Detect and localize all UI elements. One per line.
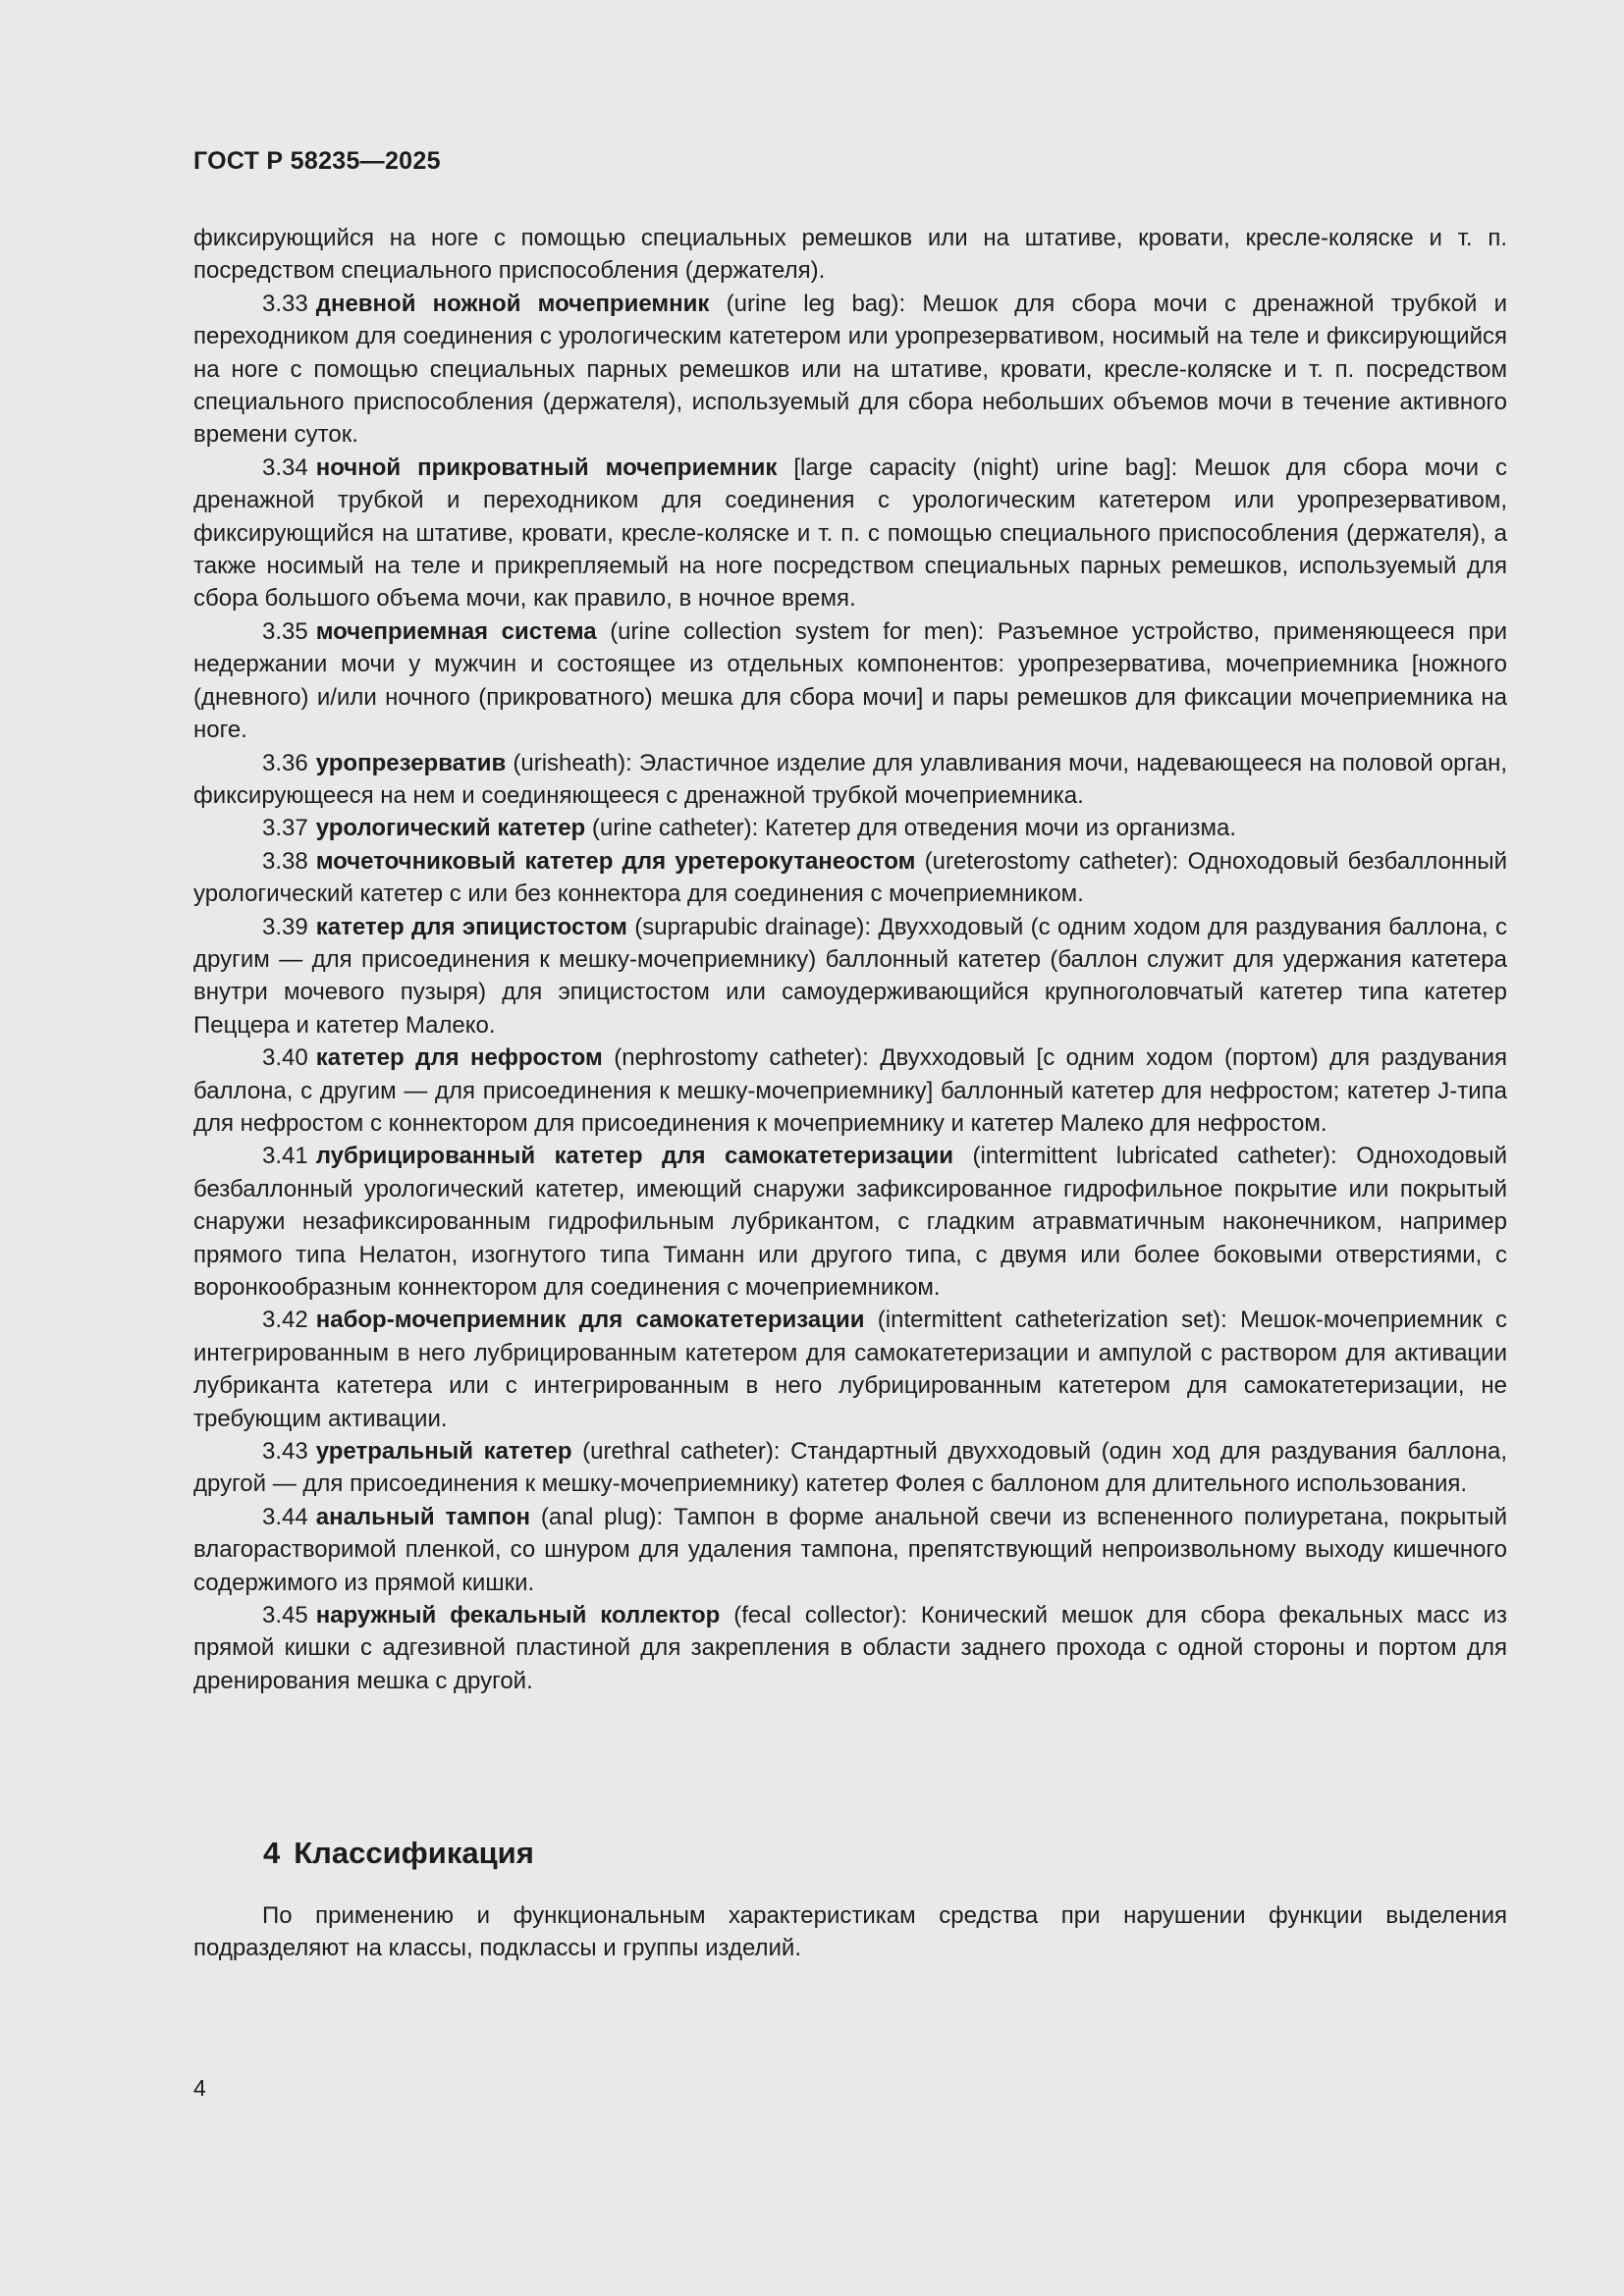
definition-term: дневной ножной мочеприемник [315,290,710,317]
definitions-body [193,222,1507,1697]
definition-text: Мешок для сбора мочи с дренажной трубкой и переходником для соединения с урологическим катетером или уропрезервативом, носимый на теле и фиксирующийся на ноге с помощью специальных парных ремешков или на штативе, кровати, кресле-коляске и т. п. посредством специального приспособления (держателя), используемый для сбора небольших объемов мочи в течение активного времени суток. [193,290,1507,449]
definition-term: анальный тампон [315,1503,531,1530]
document-header: ГОСТ Р 58235—2025 [193,147,441,175]
definition-text: Разъемное устройство, применяющееся при недержании мочи у мужчин и состоящее из отдельных компонентов: уропрезерватива, мочеприемника [ножного (дневного) и/или ночного (прикроватного) мешка для сбора мочи] и пары ремешков для фиксации мочеприемника на ноге. [193,617,1508,744]
definition-3-35 [193,615,1507,747]
definition-english: (intermittent catheterization set): [877,1307,1227,1334]
section-title: Классификация [294,1836,534,1870]
definition-3-41 [193,1140,1507,1304]
definition-number: 3.36 [262,749,308,776]
definition-number: 3.38 [262,847,308,875]
definition-3-34 [193,452,1507,615]
definition-3-33 [193,288,1507,452]
definition-text: Конический мешок для сбора фекальных масс из прямой кишки с адгезивной пластиной для закрепления в области заднего прохода с одной стороны и портом для дренирования мешка с другой. [193,1602,1507,1694]
definition-english: (ureterostomy catheter): [924,847,1179,875]
definition-text: Двухходовый (с одним ходом для раздувания баллона, с другим — для присоединения к мешку-мочеприемнику) баллонный катетер (баллон служит для удержания катетера внутри мочевого пузыря) для эпицистостом или самоудерживающийся крупноголовчатый катетер типа катетер Пеццера и катетер Малеко. [193,913,1508,1039]
definition-term: наружный фекальный коллектор [315,1602,721,1629]
definition-english: (intermittent lubricated catheter): [972,1143,1337,1170]
definition-english: (urine catheter): [591,815,759,842]
definition-3-38 [193,845,1507,911]
definition-number: 3.42 [262,1307,308,1334]
definition-text: Одноходовый безбаллонный урологический катетер, имеющий снаружи зафиксированное гидрофильное покрытие или покрытый снаружи незафиксированным гидрофильным лубрикантом, с гладким атравматичным наконечником, например прямого типа Нелатон, изогнутого типа Тиманн или другого типа, с двумя или более боковыми отверстиями, с воронкообразным коннектором для соединения с мочеприемником. [193,1143,1508,1301]
definition-english: (nephrostomy catheter): [614,1044,869,1072]
definition-number: 3.35 [262,617,308,645]
definition-english: (urine leg bag): [726,290,906,317]
definition-text: Тампон в форме анальной свечи из вспененного полиуретана, покрытый влагорастворимой пленкой, со шнуром для удаления тампона, препятствующий непроизвольному выходу кишечного содержимого из прямой кишки. [193,1503,1508,1596]
definition-3-36 [193,747,1507,813]
definition-english: (urine collection system for men): [610,617,985,645]
definition-number: 3.37 [262,815,308,842]
definition-text: Двухходовый [с одним ходом (портом) для раздувания баллона, с другим — для присоединения к мешку-мочеприемнику] баллонный катетер для нефростом; катетер J-типа для нефростом с коннектором для присоединения к мочеприемнику и катетер Малеко для нефростом. [193,1044,1507,1137]
definition-number: 3.34 [262,454,308,481]
section-number: 4 [263,1836,281,1870]
definition-number: 3.39 [262,913,308,940]
definition-number: 3.40 [262,1044,308,1072]
continuation-paragraph: фиксирующийся на ноге с помощью специальных ремешков или на штативе, кровати, кресле-коляске и т. п. посредством специального приспособления (держателя). [193,225,1507,285]
definition-text: Мешок для сбора мочи с дренажной трубкой и переходником для соединения с урологическим катетером или уропрезервативом, фиксирующийся на штативе, кровати, кресле-коляске и т. п. с помощью специального приспособления (держателя), а также носимый на теле и прикрепляемый на ноге посредством специальных парных ремешков, используемый для сбора большого объема мочи, как правило, в ночное время. [193,454,1507,613]
definition-english: (fecal collector): [733,1602,907,1629]
definition-term: уретральный катетер [315,1438,572,1466]
definition-number: 3.44 [262,1503,308,1530]
definition-text: Мешок-мочеприемник с интегрированным в него лубрицированным катетером для самокатетеризации и ампулой с раствором для активации лубриканта катетера или с интегрированным в него лубрицированным катетером для самокатетеризации, не требующим активации. [193,1307,1508,1432]
definition-3-44 [193,1501,1507,1599]
definition-number: 3.41 [262,1143,308,1170]
definition-text: Эластичное изделие для улавливания мочи, надевающееся на половой орган, фиксирующееся на нем и соединяющееся с дренажной трубкой мочеприемника. [193,749,1508,809]
definition-english: (urethral catheter): [582,1438,781,1466]
definition-term: набор-мочеприемник для самокатетеризации [315,1307,865,1334]
definition-text: Катетер для отведения мочи из организма. [764,815,1237,842]
definition-english: [large capacity (night) urine bag]: [793,454,1178,481]
definition-text: Одноходовый безбаллонный урологический катетер с или без коннектора для соединения с мочеприемником. [193,847,1508,908]
definition-term: катетер для нефростом [315,1044,603,1072]
definition-3-42 [193,1304,1507,1435]
section-heading [263,1836,534,1871]
definition-english: (suprapubic drainage): [634,913,872,940]
definition-3-40 [193,1041,1507,1140]
definition-term: катетер для эпицистостом [315,913,627,940]
definition-term: лубрицированный катетер для самокатетеризации [315,1143,953,1170]
page-number: 4 [193,2075,206,2101]
definition-3-37 [193,812,1507,844]
definition-term: мочеточниковый катетер для уретерокутанеостом [315,847,916,875]
section-paragraph: По применению и функциональным характеристикам средства при нарушении функции выделения подразделяют на классы, подклассы и группы изделий. [193,1902,1507,1962]
definition-text: Стандартный двухходовый (один ход для раздувания баллона, другой — для присоединения к мешку-мочеприемнику) катетер Фолея с баллоном для длительного использования. [193,1438,1507,1498]
definition-english: (urisheath): [513,749,632,776]
definition-term: ночной прикроватный мочеприемник [315,454,778,481]
definition-term: уропрезерватив [315,749,507,776]
definition-number: 3.33 [262,290,308,317]
definition-3-45 [193,1599,1507,1697]
definition-term: урологический катетер [315,815,586,842]
definition-3-39 [193,911,1507,1042]
definition-3-43 [193,1435,1507,1501]
definition-number: 3.43 [262,1438,308,1466]
definition-term: мочеприемная система [315,617,597,645]
definition-number: 3.45 [262,1602,308,1629]
definition-english: (anal plug): [540,1503,664,1530]
